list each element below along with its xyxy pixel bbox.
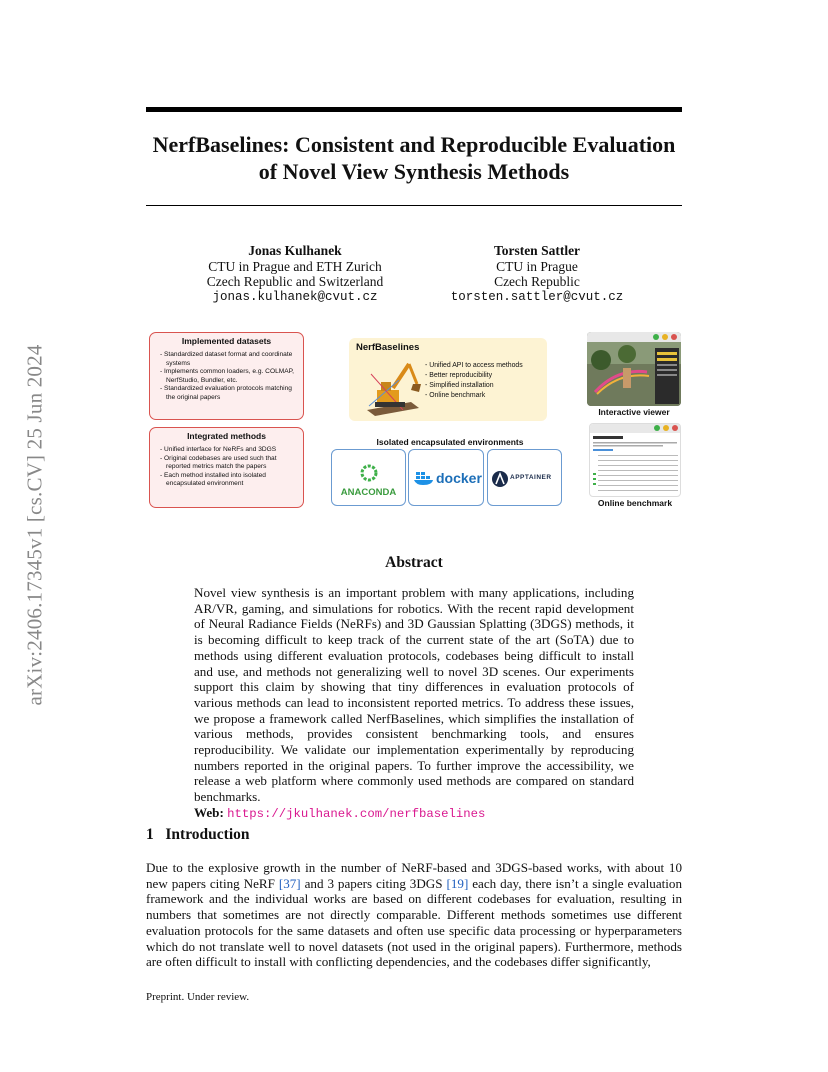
viewer-scene-image — [587, 342, 681, 406]
window-dot — [672, 425, 678, 431]
author-affiliation: CTU in Prague and ETH Zurich — [208, 258, 382, 274]
nerfbaselines-box-title: NerfBaselines — [356, 342, 420, 353]
intro-paragraph: Due to the explosive growth in the number of NeRF-based and 3DGS-based works, with about 10 new papers citing NeRF [37] and 3 papers citing 3DGS [19] each day, there isn’t a single evaluation framework and the individual works are based on different codebases for evaluation, resulting in numbers that sometimes are not directly comparable. Different methods sometimes use different evaluation protocols for the same datasets and often use specific data processing or hyperparameters which do not translate well to novel datasets (not used in the original papers). Furthermore, methods are often difficult to install with conflicting dependencies, and the codebases differ significantly, — [146, 860, 683, 970]
methods-card — [149, 427, 304, 508]
nerfbaselines-features — [425, 361, 523, 401]
citation-link[interactable]: [19] — [446, 875, 469, 891]
feature-item: - Unified API to access methods — [425, 362, 523, 369]
arxiv-stamp — [20, 290, 50, 760]
window-dot — [662, 334, 668, 340]
author-block-1 — [190, 243, 400, 305]
section-title: Introduction — [165, 826, 250, 843]
title-top-rule — [146, 107, 682, 112]
datasets-card — [149, 332, 304, 420]
feature-item: - Simplified installation — [425, 382, 494, 389]
author-block-2 — [432, 243, 642, 305]
author-email[interactable]: jonas.kulhanek@cvut.cz — [212, 289, 378, 304]
author-affiliation: CTU in Prague — [496, 258, 578, 274]
abstract-text: Novel view synthesis is an important problem with many applications, including AR/VR, gaming, and simulations for robotics. With the recent rapid development of Neural Radiance Fields (NeRFs) and 3D Gaussian Splatting (3DGS) methods, it is becoming difficult to keep track of the current state of the art (SoTA) due to methods using different evaluation protocols, codebases being difficult to install and use, and methods not generalizing well to novel 3D scenes. Our experiments support this claim by showing that tiny differences in evaluation protocols of various methods can lead to inconsistent reported metrics. To address these issues, we propose a framework called NerfBaselines, which simplifies the installation of various methods, provides consistent benchmarking tools, and ensures reproducibility. We validate our implementation experimentally by reproducing numbers reported in the original papers. To further improve the accessibility, we release a web platform where commonly used methods are compared on standard benchmarks. — [194, 585, 634, 805]
feature-item: - Online benchmark — [425, 392, 486, 399]
abstract-heading: Abstract — [385, 554, 443, 571]
window-dot — [653, 334, 659, 340]
datasets-item: - Standardized dataset format and coordinate systems — [160, 351, 297, 368]
citation-link[interactable]: [37] — [278, 875, 301, 891]
window-dot — [671, 334, 677, 340]
abstract-body — [194, 585, 634, 823]
section-number: 1 — [146, 826, 154, 843]
methods-item: - Original codebases are used such that reported metrics match the papers — [160, 455, 297, 472]
methods-item: - Unified interface for NeRFs and 3DGS — [160, 446, 297, 455]
anaconda-logo-box — [331, 449, 406, 506]
title-bottom-rule — [146, 205, 682, 206]
window-dot — [654, 425, 660, 431]
author-name: Torsten Sattler — [493, 243, 581, 258]
viewer-caption: Interactive viewer — [598, 407, 670, 417]
docker-label: docker — [436, 470, 482, 486]
author-email[interactable]: torsten.sattler@cvut.cz — [450, 289, 624, 304]
excavator-illustration — [359, 354, 425, 418]
methods-card-title: Integrated methods — [187, 431, 266, 441]
viewer-screenshot — [587, 332, 681, 406]
project-website-link[interactable]: https://jkulhanek.com/nerfbaselines — [227, 806, 486, 821]
anaconda-label: ANACONDA — [340, 487, 397, 498]
author-name: Jonas Kulhanek — [248, 243, 342, 258]
footer-note: Preprint. Under review. — [146, 991, 250, 1003]
benchmark-screenshot — [589, 423, 681, 497]
section-heading — [146, 826, 250, 844]
apptainer-logo-box — [487, 449, 562, 506]
anaconda-icon — [360, 464, 378, 482]
paper-title: NerfBaselines: Consistent and Reproducible Evaluation of Novel View Synthesis Methods — [152, 132, 676, 184]
benchmark-table-image — [590, 433, 681, 497]
benchmark-caption: Online benchmark — [597, 498, 673, 508]
author-country: Czech Republic and Switzerland — [206, 274, 384, 289]
docker-whale-icon — [413, 470, 435, 486]
datasets-item: - Implements common loaders, e.g. COLMAP, NerfStudio, Bundler, etc. — [160, 368, 297, 385]
arxiv-stamp-text: arXiv:2406.17345v1 [cs.CV] 25 Jun 2024 — [22, 344, 47, 706]
apptainer-label: APPTAINER — [510, 474, 552, 481]
apptainer-icon — [491, 470, 509, 488]
nerfbaselines-box — [349, 338, 547, 421]
web-label: Web: — [194, 804, 224, 820]
env-caption: Isolated encapsulated environments — [376, 437, 524, 447]
window-dot — [663, 425, 669, 431]
methods-item: - Each method installed into isolated encapsulated environment — [160, 472, 297, 489]
author-country: Czech Republic — [494, 274, 580, 289]
datasets-item: - Standardized evaluation protocols matching the original papers — [160, 385, 297, 402]
feature-item: - Better reproducibility — [425, 372, 493, 379]
datasets-card-title: Implemented datasets — [181, 336, 272, 346]
docker-logo-box — [408, 449, 484, 506]
